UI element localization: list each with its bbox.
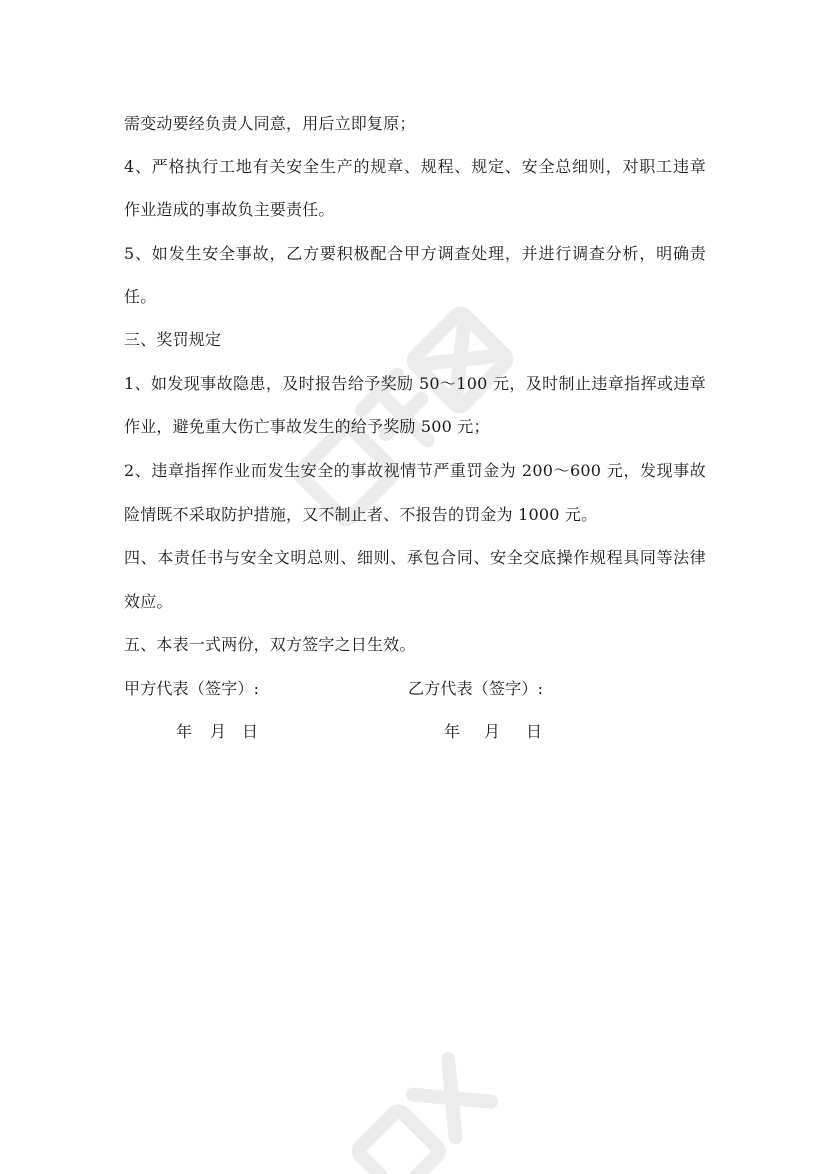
text-line: 4、严格执行工地有关安全生产的规章、规程、规定、安全总细则，对职工违章: [124, 157, 706, 176]
text-line: 2、违章指挥作业而发生安全的事故视情节严重罚金为 200～600 元，发现事故: [124, 461, 706, 480]
text-line: 效应。: [124, 592, 173, 611]
text-line: 作业造成的事故负主要责任。: [124, 200, 335, 219]
text-line: 作业，避免重大伤亡事故发生的给予奖励 500 元；: [124, 417, 490, 436]
text-line: 五、本表一式两份，双方签字之日生效。: [124, 635, 416, 654]
party-b-date-month: 月: [484, 722, 501, 741]
party-b-signature-label: 乙方代表（签字）:: [408, 679, 544, 698]
text-line: 险情既不采取防护措施，又不制止者、不报告的罚金为 1000 元。: [124, 505, 598, 524]
party-b-date-day: 日: [526, 722, 543, 741]
text-line: 任。: [124, 287, 157, 306]
text-line: 需变动要经负责人同意，用后立即复原；: [124, 114, 416, 133]
text-line: 5、如发生安全事故，乙方要积极配合甲方调查处理，并进行调查分析，明确责: [124, 244, 706, 263]
party-a-date-year: 年: [176, 722, 193, 741]
party-a-date-day: 日: [242, 722, 259, 741]
party-a-date-month: 月: [210, 722, 227, 741]
party-b-date-year: 年: [444, 722, 461, 741]
text-line: 四、本责任书与安全文明总则、细则、承包合同、安全交底操作规程具同等法律: [124, 548, 706, 567]
section-heading: 三、奖罚规定: [124, 330, 222, 349]
text-line: 1、如发现事故隐患，及时报告给予奖励 50～100 元，及时制止违章指挥或违章: [124, 374, 706, 393]
party-a-signature-label: 甲方代表（签字）:: [124, 679, 260, 698]
